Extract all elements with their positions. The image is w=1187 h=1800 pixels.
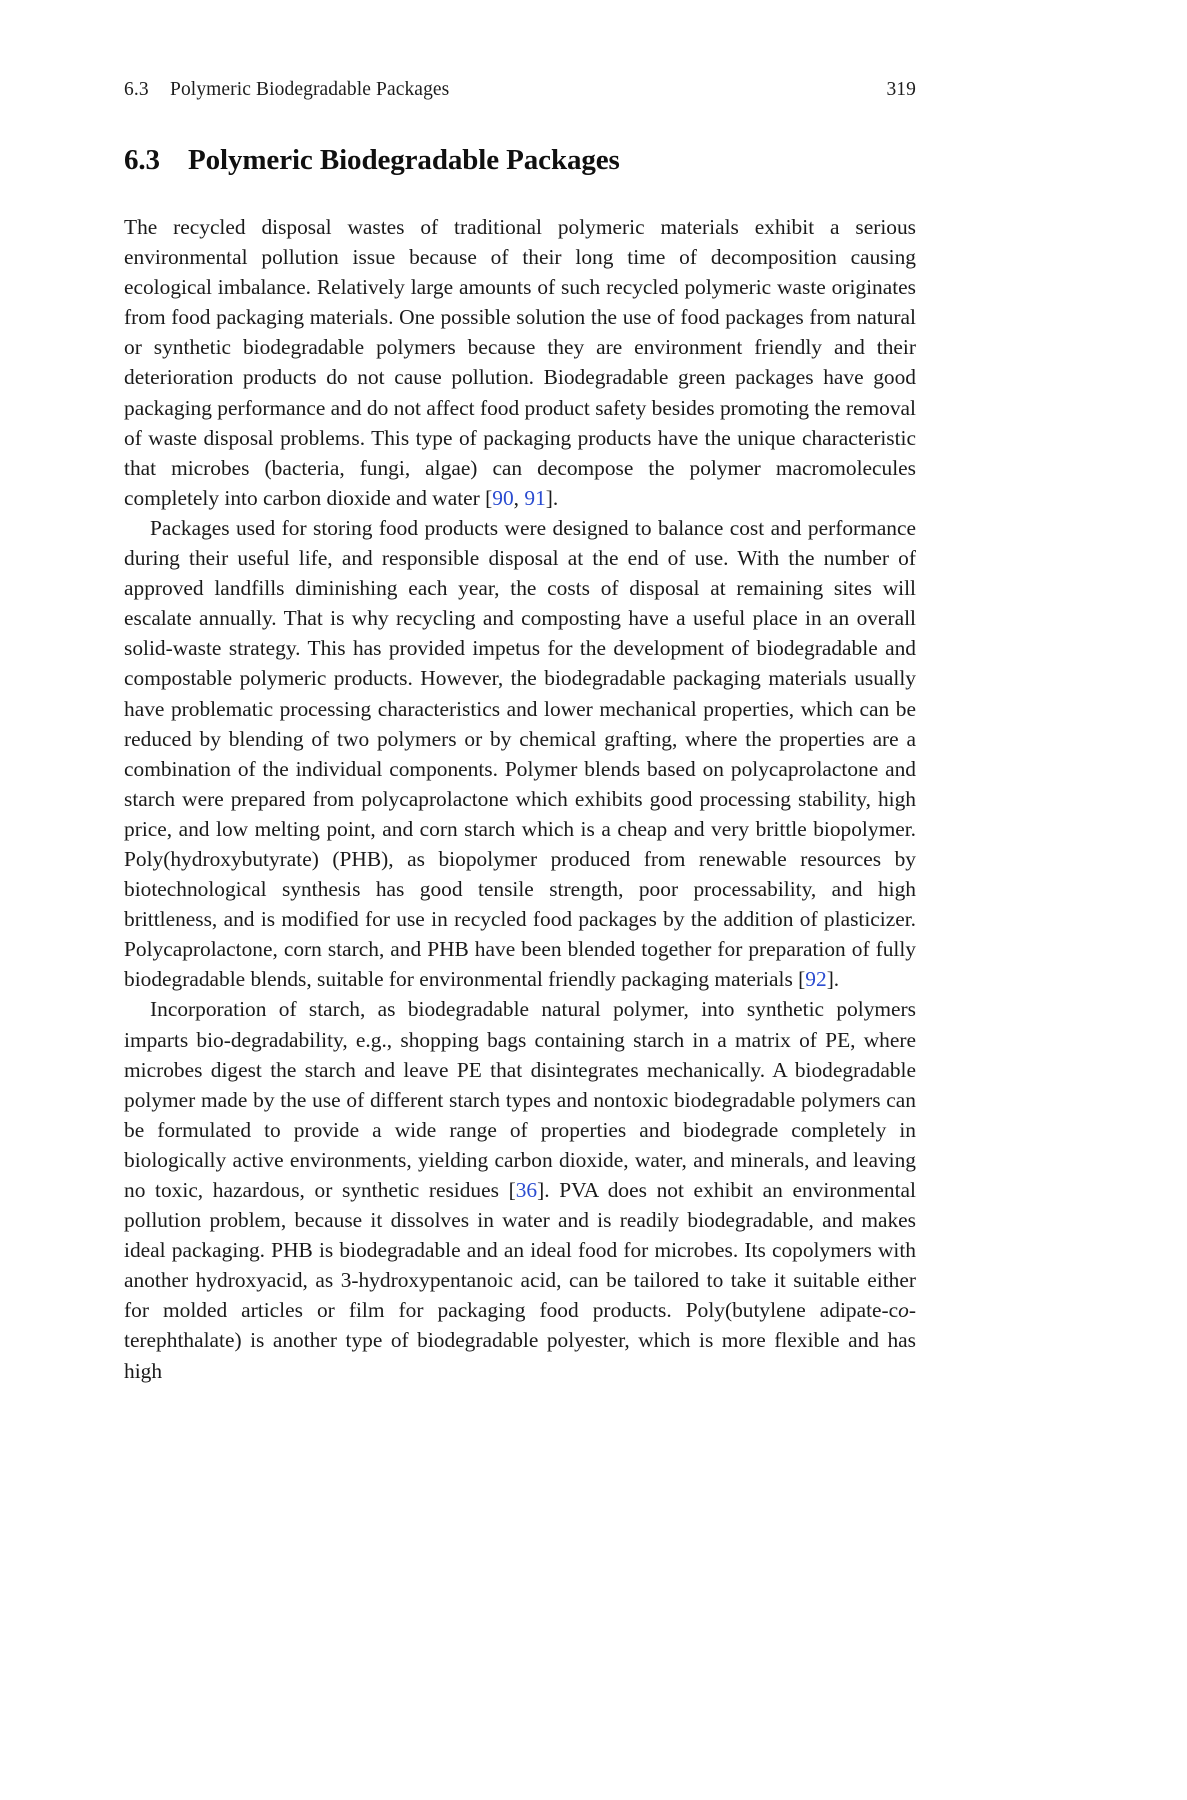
running-header: [124, 78, 916, 112]
section-heading-number: 6.3: [124, 144, 160, 176]
paragraph: Incorporation of starch, as biodegradable natural polymer, into synthetic polymers imparts bio-degradability, e.g., shopping bags containing starch in a matrix of PE, where microbes digest the starch and leave PE that disintegrates mechanically. A biodegradable polymer made by the use of different starch types and nontoxic biodegradable polymers can be formulated to provide a wide range of properties and biodegrade completely in biologically active environments, yielding carbon dioxide, water, and minerals, and leaving no toxic, hazardous, or synthetic residues [36]. PVA does not exhibit an environmental pollution problem, because it dissolves in water and is readily biodegradable, and makes ideal packaging. PHB is biodegradable and an ideal food for microbes. Its copolymers with another hydroxyacid, as 3-hydroxypentanoic acid, can be tailored to take it suitable either for molded articles or film for packaging food products. Poly(butylene adipate-co-terephthalate) is another type of biodegradable polyester, which is more flexible and has high: [124, 997, 916, 1383]
citation-link[interactable]: 92: [805, 967, 827, 992]
running-header-title: Polymeric Biodegradable Packages: [170, 79, 450, 100]
citation-link[interactable]: 91: [524, 485, 546, 510]
italic-text: o: [898, 1298, 909, 1323]
paragraph: The recycled disposal wastes of traditional polymeric materials exhibit a serious environmental pollution issue because of their long time of decomposition causing ecological imbalance. Relatively large amounts of such recycled polymeric waste originates from food packaging materials. One possible solution the use of food packages from natural or synthetic biodegradable polymers because they are environment friendly and their deterioration products do not cause pollution. Biodegradable green packages have good packaging performance and do not affect food product safety besides promoting the removal of waste disposal problems. This type of packaging products have the unique characteristic that microbes (bacteria, fungi, algae) can decompose the polymer macromolecules completely into carbon dioxide and water [90, 91].: [124, 215, 916, 510]
page-content: [124, 78, 916, 1386]
citation-link[interactable]: 36: [515, 1178, 538, 1202]
section-heading: [124, 142, 916, 178]
section-heading-title: Polymeric Biodegradable Packages: [188, 144, 620, 176]
body-text: [124, 212, 916, 1386]
citation-link[interactable]: 90: [492, 485, 514, 510]
page-number: 319: [886, 79, 916, 100]
paragraph: Packages used for storing food products were designed to balance cost and performance during their useful life, and responsible disposal at the end of use. With the number of approved landfills diminishing each year, the costs of disposal at remaining sites will escalate annually. That is why recycling and composting have a useful place in an overall solid-waste strategy. This has provided impetus for the development of biodegradable and compostable polymeric products. However, the biodegradable packaging materials usually have problematic processing characteristics and lower mechanical properties, which can be reduced by blending of two polymers or by chemical grafting, where the properties are a combination of the individual components. Polymer blends based on polycaprolactone and starch were prepared from polycaprolactone which exhibits good processing stability, high price, and low melting point, and corn starch which is a cheap and very brittle biopolymer. Poly(hydroxybutyrate) (PHB), as biopolymer produced from renewable resources by biotechnological synthesis has good tensile strength, poor processability, and high brittleness, and is modified for use in recycled food packages by the addition of plasticizer. Polycaprolactone, corn starch, and PHB have been blended together for preparation of fully biodegradable blends, suitable for environmental friendly packaging materials [92].: [124, 515, 916, 992]
running-header-section-number: 6.3: [124, 79, 149, 100]
